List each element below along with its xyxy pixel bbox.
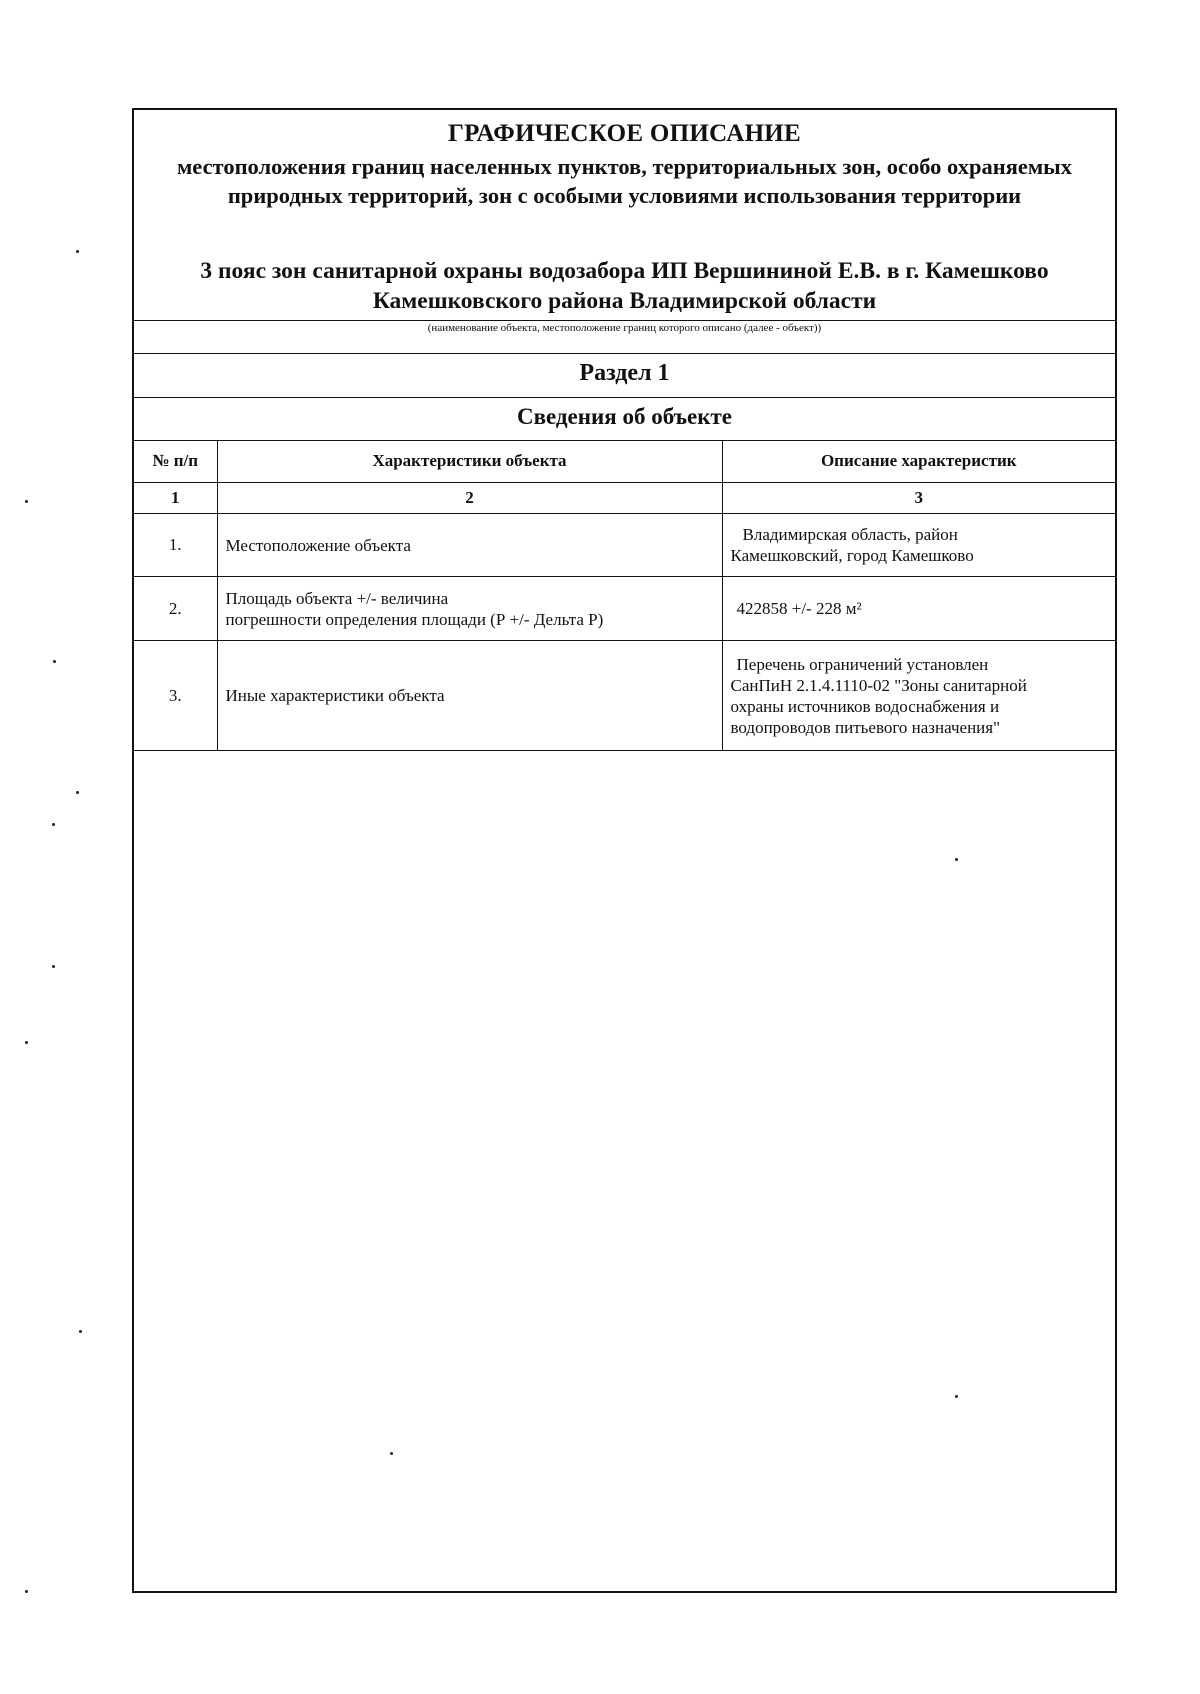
- document-title: ГРАФИЧЕСКОЕ ОПИСАНИЕ: [447, 120, 802, 147]
- row-number: 1.: [134, 514, 217, 577]
- scan-speck: [390, 1452, 393, 1455]
- column-number: 3: [722, 483, 1115, 514]
- row-description: 422858 +/- 228 м²: [722, 577, 1115, 641]
- divider: [134, 320, 1115, 321]
- section-title: Раздел 1: [579, 360, 670, 386]
- scan-speck: [25, 500, 28, 503]
- object-name: [134, 256, 1115, 316]
- description-line: Владимирская область, район: [742, 525, 958, 544]
- scan-speck: [53, 660, 56, 663]
- row-characteristic: [217, 577, 722, 641]
- scan-speck: [79, 1330, 82, 1333]
- row-description: [722, 514, 1115, 577]
- header-cell-description: Описание характеристик: [722, 440, 1115, 483]
- characteristic-line: погрешности определения площади (Р +/- Дельта Р): [225, 609, 604, 629]
- row-description: [722, 641, 1115, 751]
- scan-speck: [25, 1041, 28, 1044]
- description-line: охраны источников водоснабжения и: [730, 696, 1000, 716]
- description-line: СанПиН 2.1.4.1110-02 "Зоны санитарной: [730, 675, 1027, 695]
- table-row: [134, 577, 1115, 641]
- scan-speck: [955, 1395, 958, 1398]
- object-info-table: [134, 440, 1115, 751]
- scan-speck: [76, 250, 79, 253]
- description-line: водопроводов питьевого назначения": [730, 717, 1001, 737]
- scan-speck: [52, 823, 55, 826]
- divider: [134, 353, 1115, 354]
- document-subtitle: местоположения границ населенных пунктов, территориальных зон, особо охраняемых природных территорий, зон с особыми условиями использования территории: [176, 154, 1072, 208]
- object-note: (наименование объекта, местоположение границ которого описано (далее - объект)): [427, 322, 822, 334]
- scan-speck: [52, 965, 55, 968]
- row-characteristic: Иные характеристики объекта: [217, 641, 722, 751]
- scan-speck: [25, 1590, 28, 1593]
- scan-speck: [76, 791, 79, 794]
- row-number: 2.: [134, 577, 217, 641]
- document-frame: [132, 108, 1117, 1593]
- object-name-line1: 3 пояс зон санитарной охраны водозабора ИП Вершининой Е.В. в г. Камешково: [200, 258, 1049, 284]
- object-name-line2: Камешковского района Владимирской области: [372, 288, 877, 314]
- scan-speck: [955, 858, 958, 861]
- header-cell-number: № п/п: [134, 440, 217, 483]
- table-column-numbers-row: [134, 483, 1115, 514]
- description-line: Камешковский, город Камешково: [730, 546, 974, 565]
- divider: [134, 397, 1115, 398]
- characteristic-line: Площадь объекта +/- величина: [225, 588, 449, 608]
- header-cell-characteristic: Характеристики объекта: [217, 440, 722, 483]
- table-row: [134, 514, 1115, 577]
- section-subtitle: Сведения об объекте: [516, 404, 733, 429]
- column-number: 2: [217, 483, 722, 514]
- row-characteristic: Местоположение объекта: [217, 514, 722, 577]
- table-row: [134, 641, 1115, 751]
- description-line: Перечень ограничений установлен: [736, 654, 989, 674]
- table-header-row: [134, 440, 1115, 483]
- column-number: 1: [134, 483, 217, 514]
- row-number: 3.: [134, 641, 217, 751]
